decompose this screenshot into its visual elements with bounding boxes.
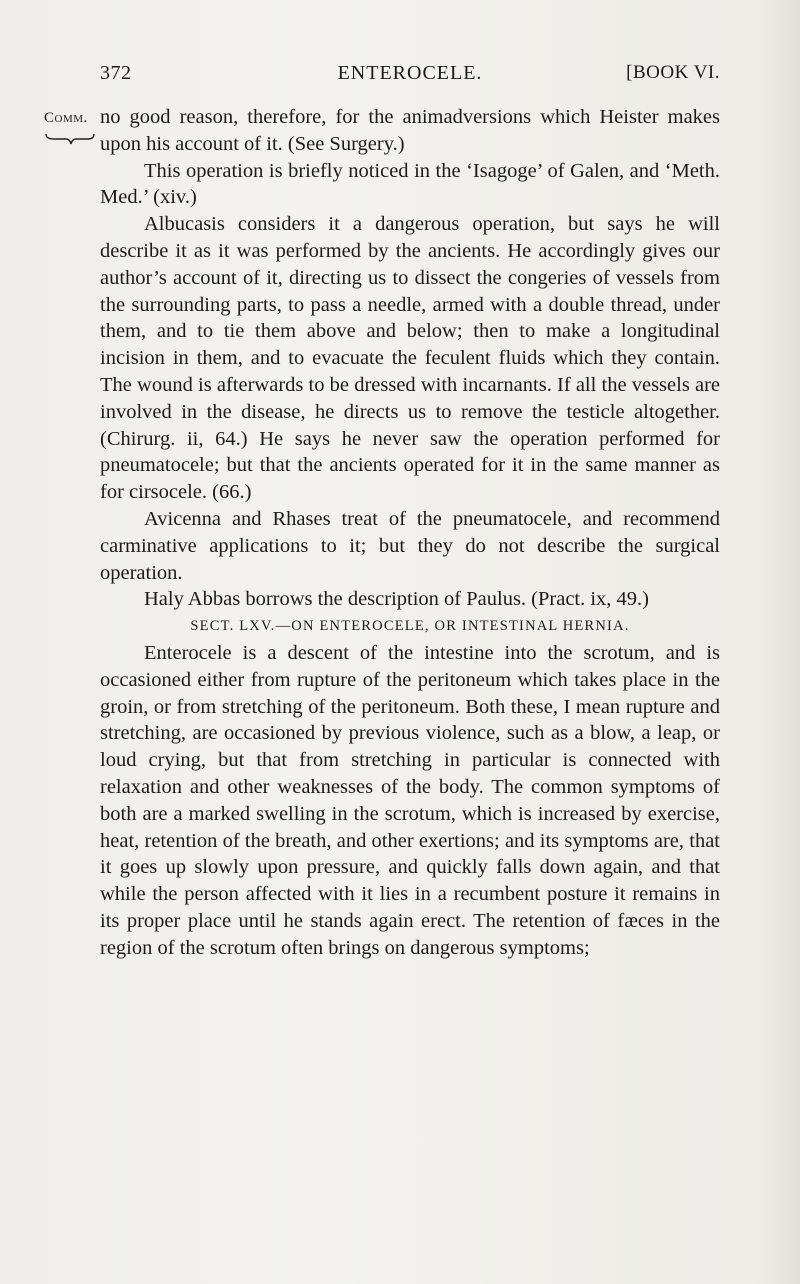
body-text (100, 104, 720, 962)
paragraph-galen: This operation is briefly noticed in the ‘Isagoge’ of Galen, and ‘Meth. Med.’ (xiv.) (100, 159, 720, 209)
running-title: ENTEROCELE. (337, 62, 483, 84)
margin-brace-icon (44, 130, 96, 146)
running-head (100, 62, 720, 92)
page-number: 372 (100, 62, 132, 84)
paragraph-avicenna: Avicenna and Rhases treat of the pneumatocele, and recommend carminative applications to it; but they do not describe the surgical operation. (100, 507, 720, 584)
paragraph-enterocele: Enterocele is a descent of the intestine into the scrotum, and is occasioned either from rupture of the peritoneum which takes place in the groin, or from stretching of the peritoneum. Both these, I mean rupture and stretching, are occasioned by previous violence, such as a blow, a leap, or loud crying, but that from stretching in particular is connected with relaxation and other weaknesses of the body. The common symptoms of both are a marked swelling in the scrotum, which is increased by exercise, heat, retention of the breath, and other exertions; and its symptoms are, that it goes up slowly upon pressure, and quickly falls down again, and that while the person affected with it lies in a recumbent posture it remains in its proper place until he stands again erect. The retention of fæces in the region of the scrotum often brings on dangerous symptoms; (100, 641, 720, 959)
margin-note-commentary: Comm. (44, 110, 88, 126)
paragraph-continuation: no good reason, therefore, for the animadversions which Heister makes upon his account of it. (See Surgery.) (100, 106, 720, 155)
section-heading: SECT. LXV.—ON ENTEROCELE, OR INTESTINAL HERNIA. (190, 618, 630, 635)
paragraph-haly-abbas: Haly Abbas borrows the description of Paulus. (Pract. ix, 49.) (144, 588, 650, 611)
book-label: [BOOK VI. (626, 62, 720, 83)
page-edge-shadow (760, 0, 800, 1284)
paragraph-albucasis: Albucasis considers it a dangerous operation, but says he will describe it as it was performed by the ancients. He accordingly gives our author’s account of it, directing us to dissect the congeries of vessels from the surrounding parts, to pass a needle, armed with a double thread, under them, and to tie them above and below; then to make a longitudinal incision in them, and to evacuate the feculent fluids which they contain. The wound is afterwards to be dressed with incarnants. If all the vessels are involved in the disease, he directs us to remove the testicle altogether. (Chirurg. ii, 64.) He says he never saw the operation performed for pneumatocele; but that the ancients operated for it in the same manner as for cirsocele. (66.) (100, 213, 720, 504)
